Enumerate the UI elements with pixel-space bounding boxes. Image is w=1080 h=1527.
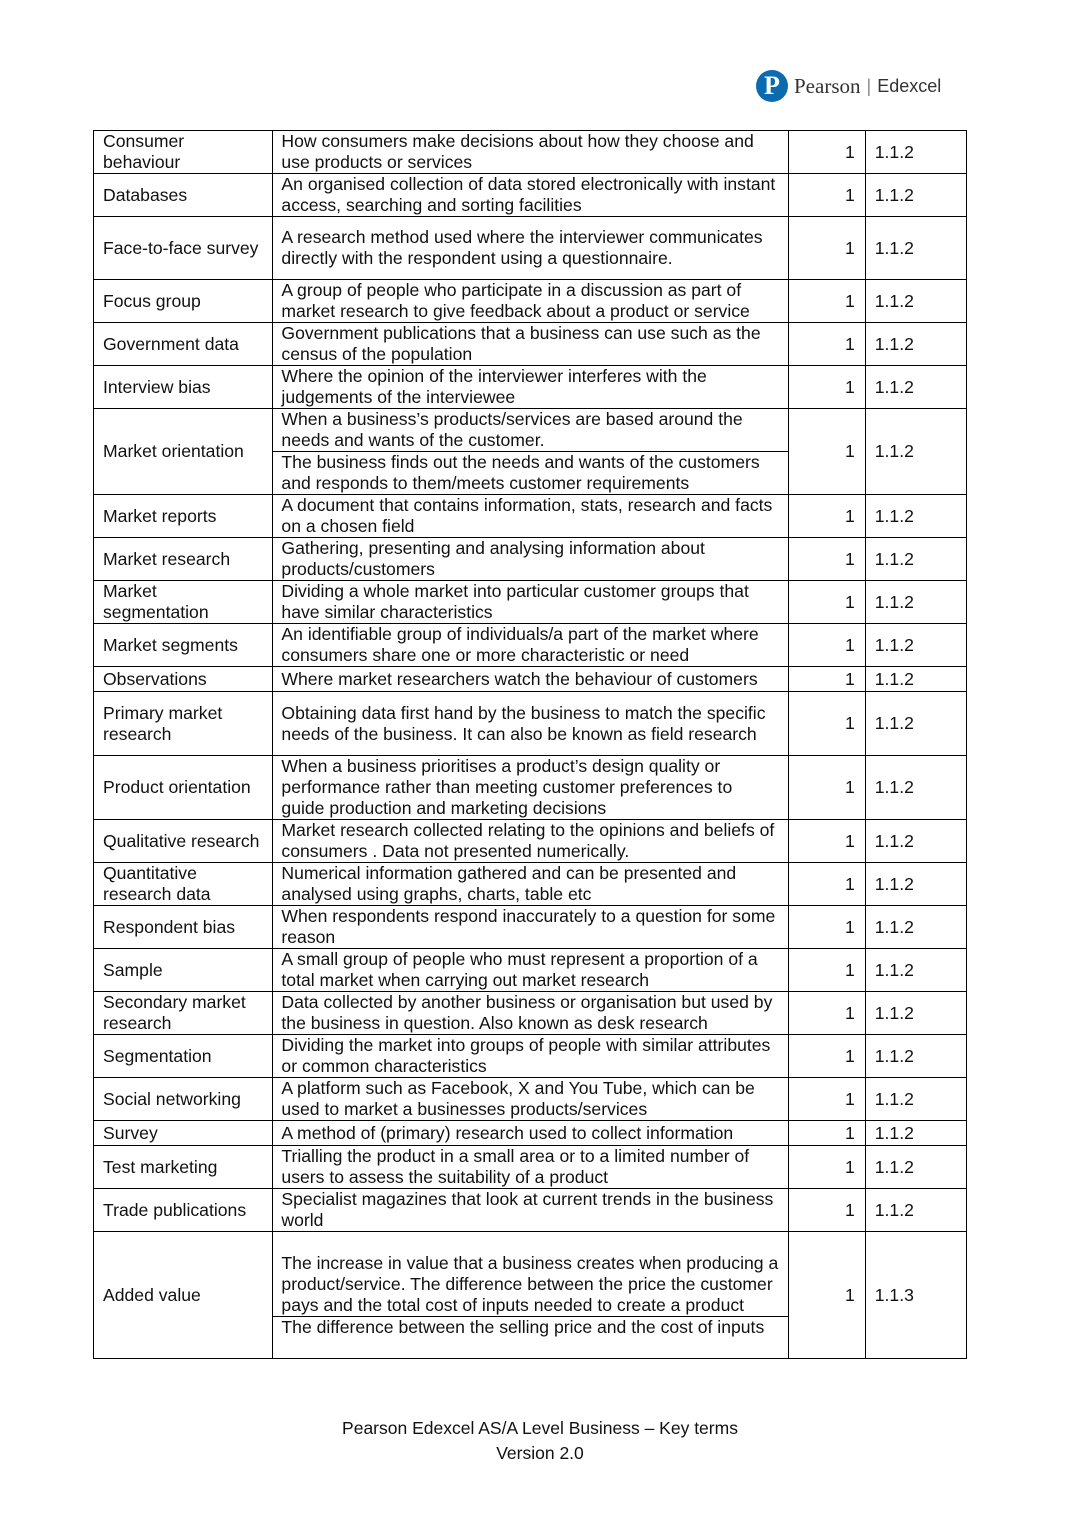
- spec-reference-cell: 1.1.2: [865, 366, 966, 409]
- spec-reference-cell: 1.1.3: [865, 1232, 966, 1359]
- term-cell: Trade publications: [94, 1189, 273, 1232]
- term-cell: Respondent bias: [94, 906, 273, 949]
- page-footer: [0, 1416, 1080, 1466]
- definition-cell: [273, 624, 788, 667]
- definition-text: Specialist magazines that look at current trends in the business world: [281, 1189, 774, 1230]
- definition-cell: [273, 1078, 788, 1121]
- definition-text: A method of (primary) research used to collect information: [281, 1122, 734, 1143]
- footer-title: Pearson Edexcel AS/A Level Business – Key terms: [342, 1418, 738, 1438]
- definition-text: When a business prioritises a product’s design quality or performance rather than meeting customer preferences to guide production and marketing decisions: [281, 756, 733, 818]
- spec-reference-cell: 1.1.2: [865, 906, 966, 949]
- level-cell: 1: [788, 366, 865, 409]
- definition-cell: [273, 692, 788, 756]
- term-cell: Social networking: [94, 1078, 273, 1121]
- term-cell: Government data: [94, 323, 273, 366]
- spec-reference-cell: 1.1.2: [865, 538, 966, 581]
- definition-text: A document that contains information, stats, research and facts on a chosen field: [281, 495, 773, 536]
- definition-text: Obtaining data first hand by the business to match the specific needs of the business. It can also be known as field research: [281, 702, 766, 744]
- level-cell: 1: [788, 756, 865, 820]
- term-cell: Market segmentation: [94, 581, 273, 624]
- table-row: [94, 495, 967, 538]
- term-cell: Secondary market research: [94, 992, 273, 1035]
- term-cell: Product orientation: [94, 756, 273, 820]
- term-cell: Market orientation: [94, 409, 273, 495]
- spec-reference-cell: 1.1.2: [865, 409, 966, 495]
- table-row: [94, 538, 967, 581]
- level-cell: 1: [788, 409, 865, 495]
- table-row: [94, 1078, 967, 1121]
- spec-reference-cell: 1.1.2: [865, 820, 966, 863]
- definition-cell: [273, 906, 788, 949]
- definition-cell: [273, 992, 788, 1035]
- definition-text: Government publications that a business can use such as the census of the population: [281, 323, 761, 364]
- definition-cell: [273, 366, 788, 409]
- term-cell: Primary market research: [94, 692, 273, 756]
- term-cell: Quantitative research data: [94, 863, 273, 906]
- level-cell: 1: [788, 667, 865, 692]
- definition-text: A platform such as Facebook, X and You Tube, which can be used to market a businesses products/services: [281, 1078, 755, 1119]
- table-row: [94, 1121, 967, 1146]
- table-row: [94, 131, 967, 174]
- logo-separator: |: [866, 75, 872, 96]
- definition-cell: [273, 949, 788, 992]
- spec-reference-cell: 1.1.2: [865, 323, 966, 366]
- term-cell: Focus group: [94, 280, 273, 323]
- term-cell: Databases: [94, 174, 273, 217]
- table-row: [94, 1232, 967, 1359]
- definition-cell: [273, 538, 788, 581]
- term-cell: Segmentation: [94, 1035, 273, 1078]
- spec-reference-cell: 1.1.2: [865, 992, 966, 1035]
- definition-cell: [273, 323, 788, 366]
- term-cell: Test marketing: [94, 1146, 273, 1189]
- definition-text: A group of people who participate in a discussion as part of market research to give feedback about a product or service: [281, 280, 750, 321]
- definition-text: The increase in value that a business creates when producing a product/service. The difference between the price the customer pays and the total cost of inputs needed to create a product: [273, 1253, 787, 1317]
- table-row: [94, 280, 967, 323]
- definition-text: When a business’s products/services are based around the needs and wants of the customer.: [273, 409, 787, 452]
- definition-cell: [273, 581, 788, 624]
- definition-text: An identifiable group of individuals/a part of the market where consumers share one or more characteristic or need: [281, 624, 759, 665]
- spec-reference-cell: 1.1.2: [865, 756, 966, 820]
- definition-cell: [273, 1232, 788, 1359]
- level-cell: 1: [788, 992, 865, 1035]
- term-cell: Added value: [94, 1232, 273, 1359]
- level-cell: 1: [788, 692, 865, 756]
- table-row: [94, 323, 967, 366]
- level-cell: 1: [788, 820, 865, 863]
- definition-cell: [273, 217, 788, 280]
- definition-text: Trialling the product in a small area or to a limited number of users to assess the suitability of a product: [281, 1146, 750, 1187]
- key-terms-table-body: [94, 131, 967, 1359]
- spec-reference-cell: 1.1.2: [865, 280, 966, 323]
- spec-reference-cell: 1.1.2: [865, 174, 966, 217]
- table-row: [94, 624, 967, 667]
- pearson-logo-icon: P: [756, 70, 788, 102]
- definition-cell: [273, 495, 788, 538]
- level-cell: 1: [788, 581, 865, 624]
- level-cell: 1: [788, 1146, 865, 1189]
- table-row: [94, 581, 967, 624]
- logo-brand-text: Pearson: [794, 73, 861, 98]
- term-cell: Sample: [94, 949, 273, 992]
- definition-text: The business finds out the needs and wants of the customers and responds to them/meets customer requirements: [281, 452, 760, 493]
- table-row: [94, 1146, 967, 1189]
- definition-text: The difference between the selling price and the cost of inputs: [281, 1316, 765, 1337]
- spec-reference-cell: 1.1.2: [865, 1146, 966, 1189]
- table-row: [94, 1035, 967, 1078]
- definition-text: A small group of people who must represent a proportion of a total market when carrying out market research: [281, 949, 758, 990]
- definition-cell: [273, 1035, 788, 1078]
- spec-reference-cell: 1.1.2: [865, 1035, 966, 1078]
- definition-cell: [273, 1189, 788, 1232]
- definition-text: When respondents respond inaccurately to a question for some reason: [281, 906, 776, 947]
- level-cell: 1: [788, 1035, 865, 1078]
- spec-reference-cell: 1.1.2: [865, 863, 966, 906]
- level-cell: 1: [788, 174, 865, 217]
- definition-cell: [273, 1121, 788, 1146]
- definition-text: A research method used where the interviewer communicates directly with the respondent using a questionnaire.: [281, 227, 763, 268]
- table-row: [94, 906, 967, 949]
- level-cell: 1: [788, 906, 865, 949]
- key-terms-table: [93, 130, 967, 1359]
- table-row: [94, 756, 967, 820]
- table-row: [94, 409, 967, 495]
- table-row: [94, 174, 967, 217]
- footer-version: Version 2.0: [496, 1443, 584, 1463]
- level-cell: 1: [788, 495, 865, 538]
- table-row: [94, 863, 967, 906]
- table-row: [94, 820, 967, 863]
- term-cell: Qualitative research: [94, 820, 273, 863]
- level-cell: 1: [788, 863, 865, 906]
- level-cell: 1: [788, 949, 865, 992]
- level-cell: 1: [788, 1078, 865, 1121]
- definition-cell: [273, 131, 788, 174]
- table-row: [94, 667, 967, 692]
- level-cell: 1: [788, 1232, 865, 1359]
- term-cell: Market research: [94, 538, 273, 581]
- term-cell: Consumer behaviour: [94, 131, 273, 174]
- term-cell: Survey: [94, 1121, 273, 1146]
- spec-reference-cell: 1.1.2: [865, 692, 966, 756]
- term-cell: Market segments: [94, 624, 273, 667]
- level-cell: 1: [788, 131, 865, 174]
- spec-reference-cell: 1.1.2: [865, 1078, 966, 1121]
- level-cell: 1: [788, 323, 865, 366]
- definition-cell: [273, 863, 788, 906]
- definition-cell: [273, 820, 788, 863]
- pearson-edexcel-logo: [756, 68, 941, 104]
- table-row: [94, 692, 967, 756]
- level-cell: 1: [788, 280, 865, 323]
- level-cell: 1: [788, 538, 865, 581]
- definition-cell: [273, 1146, 788, 1189]
- spec-reference-cell: 1.1.2: [865, 131, 966, 174]
- definition-text: An organised collection of data stored electronically with instant access, searching and sorting facilities: [281, 174, 776, 215]
- term-cell: Face-to-face survey: [94, 217, 273, 280]
- definition-cell: [273, 174, 788, 217]
- definition-text: Dividing a whole market into particular customer groups that have similar characteristics: [281, 581, 749, 622]
- table-row: [94, 217, 967, 280]
- level-cell: 1: [788, 1121, 865, 1146]
- definition-text: Data collected by another business or organisation but used by the business in question. Also known as desk research: [281, 992, 773, 1033]
- term-cell: Interview bias: [94, 366, 273, 409]
- table-row: [94, 992, 967, 1035]
- table-row: [94, 949, 967, 992]
- level-cell: 1: [788, 624, 865, 667]
- definition-text: Gathering, presenting and analysing information about products/customers: [281, 538, 705, 579]
- spec-reference-cell: 1.1.2: [865, 495, 966, 538]
- definition-text: Numerical information gathered and can be presented and analysed using graphs, charts, table etc: [281, 863, 737, 904]
- spec-reference-cell: 1.1.2: [865, 217, 966, 280]
- definition-cell: [273, 756, 788, 820]
- level-cell: 1: [788, 1189, 865, 1232]
- spec-reference-cell: 1.1.2: [865, 667, 966, 692]
- spec-reference-cell: 1.1.2: [865, 581, 966, 624]
- table-row: [94, 366, 967, 409]
- definition-text: Dividing the market into groups of people with similar attributes or common characteristics: [281, 1035, 771, 1076]
- spec-reference-cell: 1.1.2: [865, 949, 966, 992]
- spec-reference-cell: 1.1.2: [865, 1121, 966, 1146]
- definition-text: How consumers make decisions about how they choose and use products or services: [281, 131, 754, 172]
- logo-sub-text: Edexcel: [877, 75, 942, 96]
- level-cell: 1: [788, 217, 865, 280]
- definition-text: Market research collected relating to the opinions and beliefs of consumers . Data not presented numerically.: [281, 820, 775, 861]
- definition-cell: [273, 280, 788, 323]
- table-row: [94, 1189, 967, 1232]
- definition-cell: [273, 409, 788, 495]
- spec-reference-cell: 1.1.2: [865, 624, 966, 667]
- spec-reference-cell: 1.1.2: [865, 1189, 966, 1232]
- definition-cell: [273, 667, 788, 692]
- term-cell: Observations: [94, 667, 273, 692]
- definition-text: Where market researchers watch the behaviour of customers: [281, 668, 758, 689]
- term-cell: Market reports: [94, 495, 273, 538]
- definition-text: Where the opinion of the interviewer interferes with the judgements of the interviewee: [281, 366, 707, 407]
